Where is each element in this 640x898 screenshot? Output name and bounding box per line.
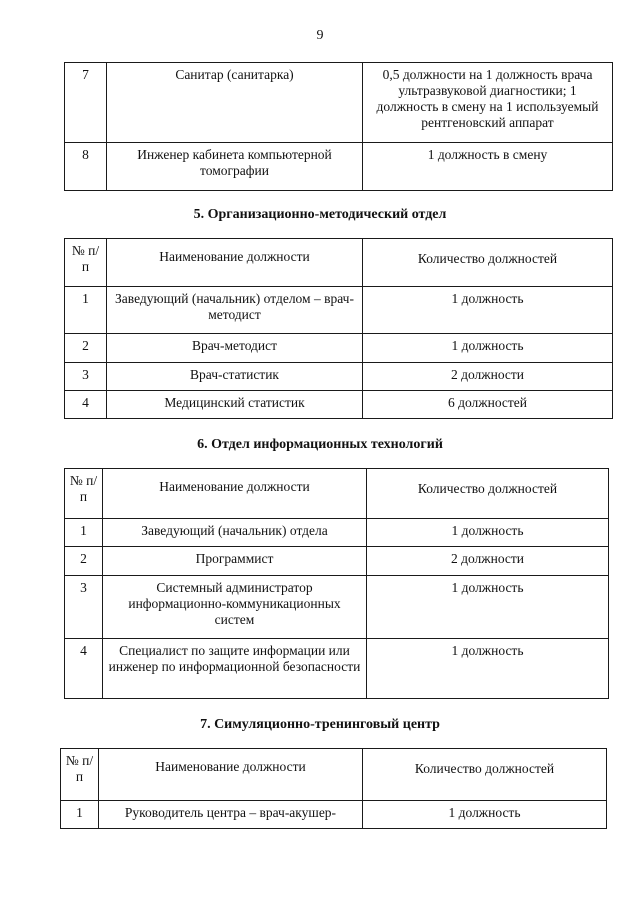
position-count: 1 должность в смену [363, 143, 613, 191]
table-row [65, 334, 613, 363]
position-count: 1 должность [367, 519, 609, 547]
header-count: Количество должностей [363, 239, 613, 287]
row-number: 1 [65, 287, 107, 334]
position-count: 2 должности [363, 363, 613, 391]
section-title: 6. Отдел информационных технологий [197, 437, 443, 452]
staff-table [60, 748, 607, 829]
row-number: 1 [61, 801, 99, 829]
row-number: 8 [65, 143, 107, 191]
header-count: Количество должностей [363, 749, 607, 801]
position-name: Врач-статистик [107, 363, 363, 391]
section-title: 5. Организационно-методический отдел [193, 207, 447, 222]
table-row [61, 801, 607, 829]
page-number: 9 [316, 28, 324, 43]
position-name: Руководитель центра – врач-акушер- [99, 801, 363, 829]
table-header-row [65, 239, 613, 287]
header-name: Наименование должности [103, 469, 367, 519]
table-row [65, 639, 609, 699]
position-count: 6 должностей [363, 391, 613, 419]
position-count: 1 должность [363, 334, 613, 363]
section-title: 7. Симуляционно-тренинговый центр [200, 717, 440, 732]
position-count: 2 должности [367, 547, 609, 576]
position-name: Врач-методист [107, 334, 363, 363]
staff-table [64, 468, 609, 699]
table-row [65, 287, 613, 334]
header-number: № п/п [65, 239, 107, 287]
position-name: Специалист по защите информации или инженер по информационной безопасности [103, 639, 367, 699]
table-row [65, 391, 613, 419]
header-name: Наименование должности [107, 239, 363, 287]
header-number: № п/п [65, 469, 103, 519]
table-header-row [61, 749, 607, 801]
table-row [65, 63, 613, 143]
table-row [65, 576, 609, 639]
table-row [65, 547, 609, 576]
position-name: Системный администратор информационно-коммуникационных систем [103, 576, 367, 639]
continuation-table [64, 62, 613, 191]
row-number: 2 [65, 547, 103, 576]
header-count: Количество должностей [367, 469, 609, 519]
row-number: 3 [65, 363, 107, 391]
row-number: 4 [65, 391, 107, 419]
position-name: Санитар (санитарка) [107, 63, 363, 143]
row-number: 2 [65, 334, 107, 363]
row-number: 3 [65, 576, 103, 639]
position-name: Медицинский статистик [107, 391, 363, 419]
position-count: 1 должность [363, 801, 607, 829]
header-number: № п/п [61, 749, 99, 801]
position-count: 0,5 должности на 1 должность врача ультразвуковой диагностики; 1 должность в смену на 1 используемый рентгеновский аппарат [363, 63, 613, 143]
table-header-row [65, 469, 609, 519]
position-name: Заведующий (начальник) отделом – врач-методист [107, 287, 363, 334]
staff-table [64, 238, 613, 419]
header-name: Наименование должности [99, 749, 363, 801]
position-count: 1 должность [367, 639, 609, 699]
row-number: 7 [65, 63, 107, 143]
position-name: Программист [103, 547, 367, 576]
position-count: 1 должность [367, 576, 609, 639]
position-name: Инженер кабинета компьютерной томографии [107, 143, 363, 191]
row-number: 1 [65, 519, 103, 547]
row-number: 4 [65, 639, 103, 699]
table-row [65, 143, 613, 191]
position-name: Заведующий (начальник) отдела [103, 519, 367, 547]
table-row [65, 519, 609, 547]
table-row [65, 363, 613, 391]
position-count: 1 должность [363, 287, 613, 334]
